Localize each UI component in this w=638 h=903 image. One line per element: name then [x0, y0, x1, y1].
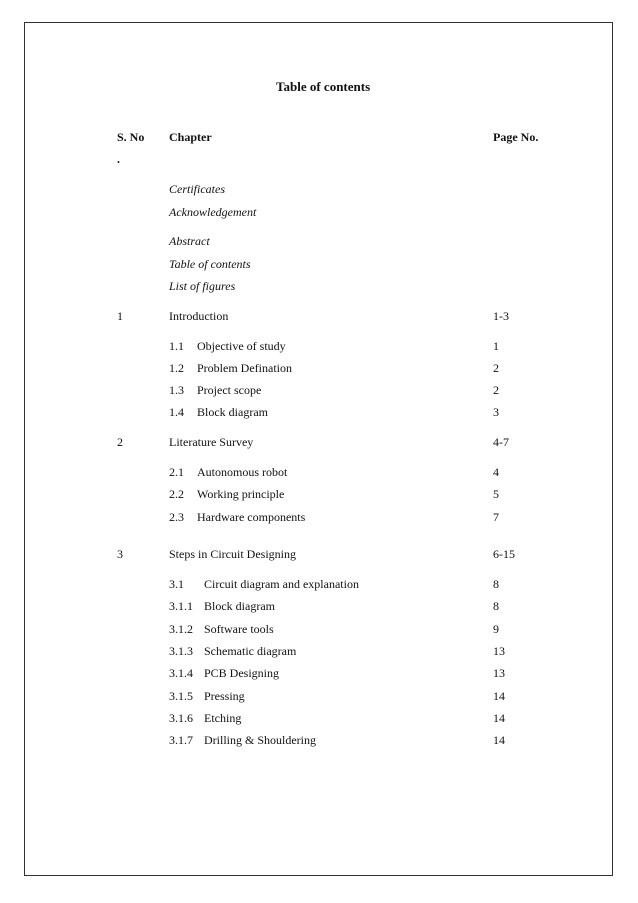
section-title: Working principle	[197, 487, 285, 501]
chapter-number: 2	[117, 435, 123, 449]
section-title: Block diagram	[197, 405, 268, 419]
section-number: 2.2	[169, 487, 184, 501]
section-number: 3.1.6	[169, 711, 193, 725]
section-title: Objective of study	[197, 339, 286, 353]
section-title: Schematic diagram	[204, 644, 297, 658]
chapter-number: 1	[117, 309, 123, 323]
section-title: Problem Defination	[197, 361, 292, 375]
section-page: 8	[493, 577, 499, 591]
section-number: 3.1.4	[169, 666, 193, 680]
sno-header: S. No	[117, 130, 145, 144]
section-number: 2.3	[169, 510, 184, 524]
section-page: 9	[493, 622, 499, 636]
section-number: 1.2	[169, 361, 184, 375]
section-page: 13	[493, 666, 505, 680]
chapter-title: Literature Survey	[169, 435, 254, 449]
section-page: 8	[493, 599, 499, 613]
section-page: 4	[493, 465, 499, 479]
section-title: Block diagram	[204, 599, 275, 613]
page-border	[24, 22, 613, 876]
section-number: 1.1	[169, 339, 184, 353]
section-page: 2	[493, 383, 499, 397]
page-title: Table of contents	[276, 79, 371, 94]
section-title: Project scope	[197, 383, 262, 397]
front-matter-item: Table of contents	[169, 257, 251, 271]
section-title: Pressing	[204, 689, 245, 703]
chapter-pages: 6-15	[493, 547, 515, 561]
page-header: Page No.	[493, 130, 539, 144]
section-page: 13	[493, 644, 505, 658]
front-matter-item: Certificates	[169, 182, 225, 196]
section-number: 3.1.1	[169, 599, 193, 613]
section-number: 2.1	[169, 465, 184, 479]
section-title: Autonomous robot	[197, 465, 288, 479]
sno-header-dot: .	[117, 152, 120, 166]
front-matter-item: Abstract	[169, 234, 210, 248]
section-page: 14	[493, 711, 505, 725]
section-title: Software tools	[204, 622, 274, 636]
section-page: 14	[493, 733, 505, 747]
section-title: Etching	[204, 711, 242, 725]
section-number: 1.3	[169, 383, 184, 397]
section-number: 3.1.7	[169, 733, 193, 747]
section-page: 7	[493, 510, 499, 524]
section-page: 2	[493, 361, 499, 375]
section-title: Circuit diagram and explanation	[204, 577, 359, 591]
chapter-number: 3	[117, 547, 123, 561]
section-number: 1.4	[169, 405, 184, 419]
section-page: 14	[493, 689, 505, 703]
section-page: 3	[493, 405, 499, 419]
section-number: 3.1.5	[169, 689, 193, 703]
section-title: Hardware components	[197, 510, 306, 524]
chapter-pages: 4-7	[493, 435, 509, 449]
section-title: PCB Designing	[204, 666, 280, 680]
section-page: 1	[493, 339, 499, 353]
section-title: Drilling & Shouldering	[204, 733, 316, 747]
section-number: 3.1	[169, 577, 184, 591]
section-page: 5	[493, 487, 499, 501]
chapter-title: Steps in Circuit Designing	[169, 547, 296, 561]
section-number: 3.1.3	[169, 644, 193, 658]
chapter-header: Chapter	[169, 130, 212, 144]
section-number: 3.1.2	[169, 622, 193, 636]
front-matter-item: Acknowledgement	[169, 205, 257, 219]
chapter-title: Introduction	[169, 309, 229, 323]
front-matter-item: List of figures	[169, 279, 236, 293]
chapter-pages: 1-3	[493, 309, 509, 323]
